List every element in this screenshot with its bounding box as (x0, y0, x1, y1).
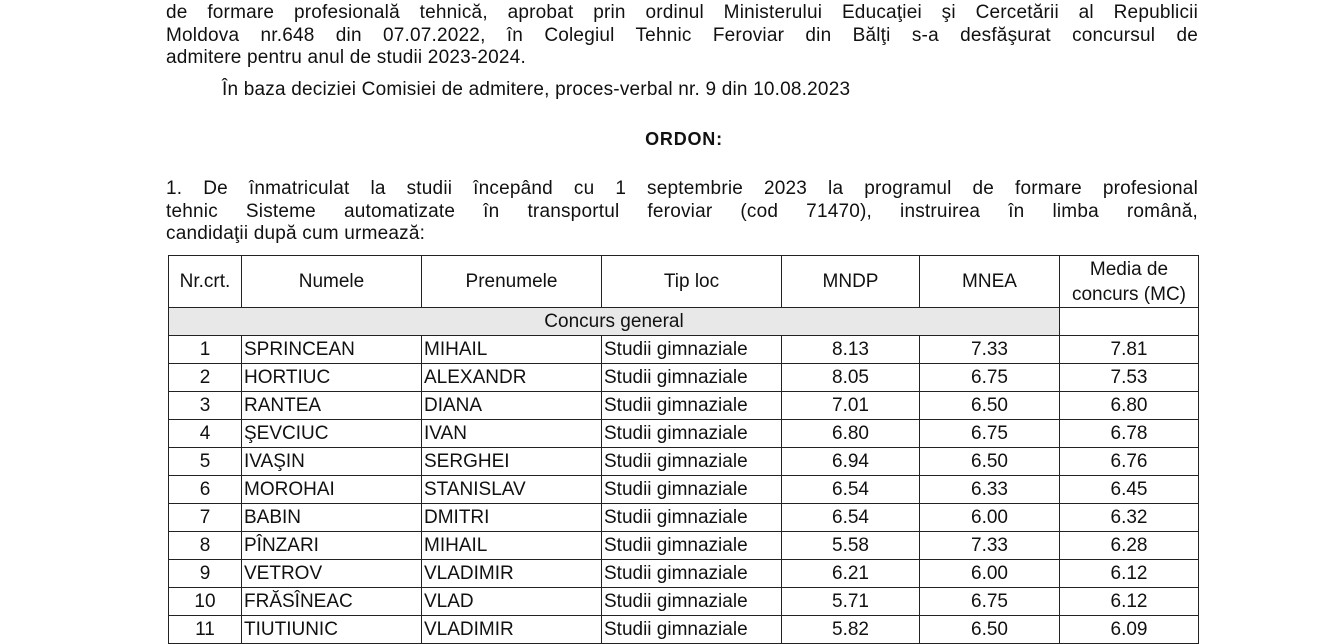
table-row (169, 616, 1199, 644)
col-header-numele: Numele (242, 256, 422, 308)
cell-numele: IVAŞIN (242, 448, 422, 476)
cell-prenumele: STANISLAV (422, 476, 602, 504)
cell-prenumele: VLADIMIR (422, 616, 602, 644)
cell-tip-loc: Studii gimnaziale (602, 560, 782, 588)
item-1-line-2: tehnic Sisteme automatizate în transportul feroviar (cod 71470), instruirea în limba română, (166, 200, 1198, 222)
cell-media: 6.45 (1060, 476, 1199, 504)
cell-mndp: 6.94 (782, 448, 920, 476)
cell-prenumele: DMITRI (422, 504, 602, 532)
cell-mnea: 7.33 (920, 336, 1060, 364)
cell-mnea: 7.33 (920, 532, 1060, 560)
cell-prenumele: IVAN (422, 420, 602, 448)
cell-prenumele: ALEXANDR (422, 364, 602, 392)
cell-mndp: 7.01 (782, 392, 920, 420)
cell-tip-loc: Studii gimnaziale (602, 504, 782, 532)
intro-paragraph (166, 2, 1198, 70)
cell-media: 6.32 (1060, 504, 1199, 532)
cell-mndp: 5.58 (782, 532, 920, 560)
table-row (169, 560, 1199, 588)
cell-nr: 4 (169, 420, 242, 448)
table-row (169, 392, 1199, 420)
cell-numele: TIUTIUNIC (242, 616, 422, 644)
intro-line-3: admitere pentru anul de studii 2023-2024. (166, 47, 526, 68)
cell-mndp: 5.71 (782, 588, 920, 616)
cell-tip-loc: Studii gimnaziale (602, 420, 782, 448)
table-row (169, 504, 1199, 532)
order-heading: ORDON: (645, 129, 723, 149)
group-blank-cell (1060, 308, 1199, 336)
cell-numele: VETROV (242, 560, 422, 588)
cell-numele: SPRINCEAN (242, 336, 422, 364)
cell-nr: 3 (169, 392, 242, 420)
cell-tip-loc: Studii gimnaziale (602, 448, 782, 476)
cell-mndp: 6.54 (782, 476, 920, 504)
col-header-prenumele: Prenumele (422, 256, 602, 308)
table-row (169, 420, 1199, 448)
cell-nr: 11 (169, 616, 242, 644)
cell-mnea: 6.75 (920, 588, 1060, 616)
cell-mndp: 6.21 (782, 560, 920, 588)
admission-table (168, 255, 1199, 644)
cell-prenumele: DIANA (422, 392, 602, 420)
cell-mndp: 5.82 (782, 616, 920, 644)
intro-line-1: de formare profesională tehnică, aprobat prin ordinul Ministerului Educaţiei şi Cercetării al Republicii (166, 2, 1198, 23)
cell-media: 6.78 (1060, 420, 1199, 448)
group-label: Concurs general (169, 308, 1060, 336)
col-header-tip-loc: Tip loc (602, 256, 782, 308)
cell-mndp: 8.05 (782, 364, 920, 392)
intro-line-2: Moldova nr.648 din 07.07.2022, în Colegiul Tehnic Feroviar din Bălţi s-a desfăşurat concursul de (166, 24, 1198, 46)
cell-numele: ŞEVCIUC (242, 420, 422, 448)
cell-media: 7.81 (1060, 336, 1199, 364)
cell-numele: FRĂSÎNEAC (242, 588, 422, 616)
cell-nr: 5 (169, 448, 242, 476)
cell-mndp: 6.54 (782, 504, 920, 532)
cell-nr: 10 (169, 588, 242, 616)
cell-mndp: 6.80 (782, 420, 920, 448)
decision-line: În baza deciziei Comisiei de admitere, proces-verbal nr. 9 din 10.08.2023 (222, 79, 851, 100)
cell-media: 6.12 (1060, 588, 1199, 616)
cell-numele: PÎNZARI (242, 532, 422, 560)
cell-tip-loc: Studii gimnaziale (602, 476, 782, 504)
table-row (169, 448, 1199, 476)
cell-prenumele: VLADIMIR (422, 560, 602, 588)
group-row (169, 308, 1199, 336)
cell-prenumele: MIHAIL (422, 532, 602, 560)
table-row (169, 336, 1199, 364)
table-row (169, 588, 1199, 616)
cell-nr: 6 (169, 476, 242, 504)
cell-media: 6.09 (1060, 616, 1199, 644)
cell-mnea: 6.33 (920, 476, 1060, 504)
cell-tip-loc: Studii gimnaziale (602, 364, 782, 392)
cell-media: 6.28 (1060, 532, 1199, 560)
cell-mndp: 8.13 (782, 336, 920, 364)
col-header-media: Media de concurs (MC) (1060, 256, 1199, 308)
item-1-line-1: 1. De înmatriculat la studii începând cu 1 septembrie 2023 la programul de formare profesional (166, 178, 1198, 199)
cell-mnea: 6.00 (920, 560, 1060, 588)
table-row (169, 364, 1199, 392)
cell-mnea: 6.75 (920, 364, 1060, 392)
cell-media: 6.12 (1060, 560, 1199, 588)
table-header-row (169, 256, 1199, 308)
cell-media: 7.53 (1060, 364, 1199, 392)
item-1-line-3: candidaţii după cum urmează: (166, 223, 426, 244)
cell-tip-loc: Studii gimnaziale (602, 392, 782, 420)
cell-mnea: 6.75 (920, 420, 1060, 448)
cell-media: 6.76 (1060, 448, 1199, 476)
cell-numele: MOROHAI (242, 476, 422, 504)
item-1-paragraph (166, 178, 1198, 246)
cell-mnea: 6.50 (920, 392, 1060, 420)
cell-mnea: 6.00 (920, 504, 1060, 532)
cell-nr: 7 (169, 504, 242, 532)
cell-tip-loc: Studii gimnaziale (602, 616, 782, 644)
cell-prenumele: MIHAIL (422, 336, 602, 364)
cell-prenumele: SERGHEI (422, 448, 602, 476)
cell-prenumele: VLAD (422, 588, 602, 616)
cell-tip-loc: Studii gimnaziale (602, 588, 782, 616)
cell-tip-loc: Studii gimnaziale (602, 336, 782, 364)
cell-mnea: 6.50 (920, 448, 1060, 476)
cell-nr: 1 (169, 336, 242, 364)
cell-media: 6.80 (1060, 392, 1199, 420)
cell-nr: 8 (169, 532, 242, 560)
cell-numele: BABIN (242, 504, 422, 532)
cell-nr: 2 (169, 364, 242, 392)
cell-numele: RANTEA (242, 392, 422, 420)
cell-numele: HORTIUC (242, 364, 422, 392)
cell-tip-loc: Studii gimnaziale (602, 532, 782, 560)
cell-nr: 9 (169, 560, 242, 588)
col-header-mnea: MNEA (920, 256, 1060, 308)
col-header-nr: Nr.crt. (169, 256, 242, 308)
table-row (169, 532, 1199, 560)
col-header-mndp: MNDP (782, 256, 920, 308)
table-row (169, 476, 1199, 504)
cell-mnea: 6.50 (920, 616, 1060, 644)
